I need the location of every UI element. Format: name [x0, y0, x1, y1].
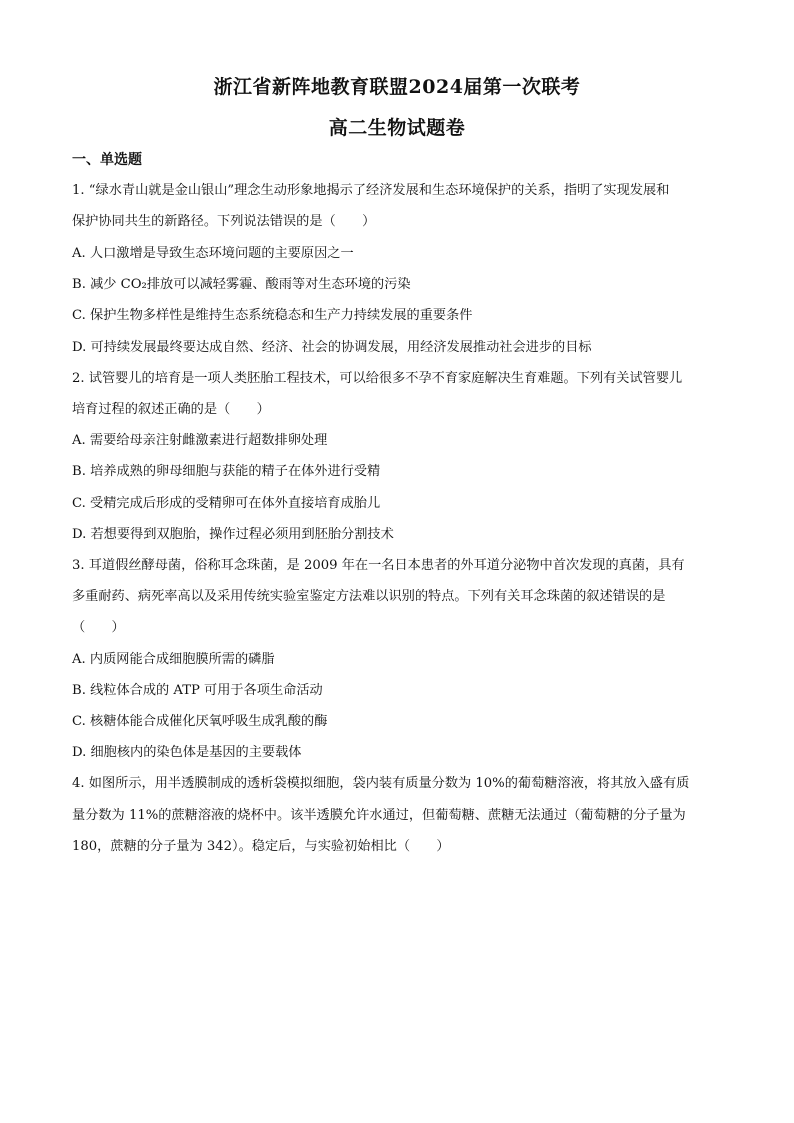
q3-stem-line1: 3. 耳道假丝酵母菌，俗称耳念珠菌，是 2009 年在一名日本患者的外耳道分泌物中首次发现的真菌，具有 — [72, 558, 685, 573]
q3-stem-line2: 多重耐药、病死率高以及采用传统实验室鉴定方法难以识别的特点。下列有关耳念珠菌的叙述错误的是 — [72, 589, 666, 604]
q2-option-b: B. 培养成熟的卵母细胞与获能的精子在体外进行受精 — [72, 464, 381, 479]
q4-stem-line3: 180，蔗糖的分子量为 342）。稳定后，与实验初始相比（ ） — [72, 839, 450, 854]
q3-stem-line3: （ ） — [72, 620, 125, 635]
q1-stem-line2: 保护协同共生的新路径。下列说法错误的是（ ） — [72, 214, 376, 229]
q2-option-d: D. 若想要得到双胞胎，操作过程必须用到胚胎分割技术 — [72, 527, 394, 542]
q1-option-b: B. 减少 CO₂排放可以减轻雾霾、酸雨等对生态环境的污染 — [72, 277, 411, 292]
q3-option-c: C. 核糖体能合成催化厌氧呼吸生成乳酸的酶 — [72, 714, 328, 729]
q1-option-d: D. 可持续发展最终要达成自然、经济、社会的协调发展，用经济发展推动社会进步的目标 — [72, 340, 592, 355]
q3-option-b: B. 线粒体合成的 ATP 可用于各项生命活动 — [72, 683, 323, 698]
q2-stem-line2: 培育过程的叙述正确的是（ ） — [72, 402, 270, 417]
q3-option-a: A. 内质网能合成细胞膜所需的磷脂 — [72, 652, 275, 667]
q4-stem-line2: 量分数为 11%的蔗糖溶液的烧杯中。该半透膜允许水通过，但葡萄糖、蔗糖无法通过（葡萄糖的分子量为 — [72, 808, 686, 823]
q3-option-d: D. 细胞核内的染色体是基因的主要载体 — [72, 745, 302, 760]
q1-option-c: C. 保护生物多样性是维持生态系统稳态和生产力持续发展的重要条件 — [72, 308, 473, 323]
q2-option-c: C. 受精完成后形成的受精卵可在体外直接培育成胎儿 — [72, 496, 381, 511]
q2-option-a: A. 需要给母亲注射雌激素进行超数排卵处理 — [72, 433, 328, 448]
q2-stem-line1: 2. 试管婴儿的培育是一项人类胚胎工程技术，可以给很多不孕不育家庭解决生育难题。下列有关试管婴儿 — [72, 371, 683, 386]
q1-stem-line1: 1. “绿水青山就是金山银山”理念生动形象地揭示了经济发展和生态环境保护的关系，指明了实现发展和 — [72, 183, 670, 198]
exam-title: 浙江省新阵地教育联盟2024届第一次联考 — [213, 76, 581, 98]
q4-stem-line1: 4. 如图所示，用半透膜制成的透析袋模拟细胞，袋内装有质量分数为 10%的葡萄糖溶液，将其放入盛有质 — [72, 776, 690, 791]
exam-subtitle: 高二生物试题卷 — [328, 117, 466, 139]
section-heading: 一、单选题 — [72, 152, 142, 168]
q1-option-a: A. 人口激增是导致生态环境问题的主要原因之一 — [72, 246, 354, 261]
